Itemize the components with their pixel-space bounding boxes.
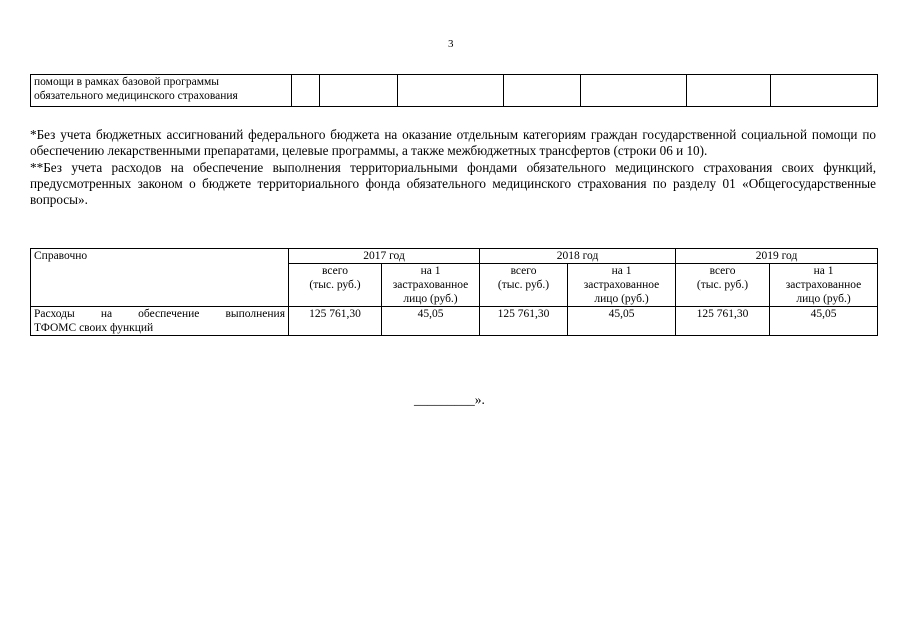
subheader-total [676,264,770,307]
footnotes [30,127,876,208]
empty-cell [398,75,504,107]
subheader-line: застрахованное [785,279,862,291]
empty-cell [687,75,771,107]
table-header-row [31,249,878,264]
row-label-line: помощи в рамках базовой программы [34,76,219,88]
row-label-line: обязательного медицинского страхования [34,90,238,102]
value-2019-total: 125 761,30 [676,307,770,336]
value-2019-per-person: 45,05 [770,307,878,336]
subheader-line: (тыс. руб.) [497,279,550,291]
value-2017-total: 125 761,30 [289,307,382,336]
empty-cell [292,75,320,107]
table-row [31,75,878,107]
reference-table [30,248,878,336]
subheader-line: на 1 [813,265,834,277]
year-header-2019: 2019 год [676,249,878,264]
subheader-total [480,264,568,307]
row-label-line: ТФОМС своих функций [34,322,154,334]
subheader-per-person [382,264,480,307]
value-2018-per-person: 45,05 [568,307,676,336]
subheader-line: всего [709,265,736,277]
page-number: 3 [448,38,454,50]
empty-cell [581,75,687,107]
closing-mark: _________». [414,392,485,407]
subheader-line: лицо (руб.) [796,293,851,305]
row-label-cell [31,75,292,107]
empty-cell [320,75,398,107]
subheader-per-person [568,264,676,307]
subheader-line: (тыс. руб.) [309,279,361,291]
subheader-line: всего [510,265,537,277]
row-label-line: Расходы на обеспечение выполнения [34,308,285,320]
top-table-fragment [30,74,878,107]
subheader-line: (тыс. руб.) [696,279,749,291]
table-row [31,307,878,336]
subheader-line: на 1 [420,265,441,277]
year-header-2017: 2017 год [289,249,480,264]
value-2017-per-person: 45,05 [382,307,480,336]
subheader-line: на 1 [611,265,632,277]
empty-cell [771,75,878,107]
subheader-line: лицо (руб.) [594,293,649,305]
subheader-per-person [770,264,878,307]
subheader-line: застрахованное [583,279,660,291]
footnote-1: *Без учета бюджетных ассигнований федерального бюджета на оказание отдельным категориям граждан государственной социальной помощи по обеспечению лекарственными препаратами, целевые программы, а также межбюджетных трансфертов (строки 06 и 10). [30,127,876,159]
subheader-total [289,264,382,307]
year-header-2018: 2018 год [480,249,676,264]
footnote-2: **Без учета расходов на обеспечение выполнения территориальными фондами обязательного медицинского страхования своих функций, предусмотренных законом о бюджете территориального фонда обязательного медицинского страхования по разделу 01 «Общегосударственные вопросы». [30,159,876,208]
header-label-cell: Справочно [31,249,289,307]
subheader-line: застрахованное [392,279,469,291]
subheader-line: лицо (руб.) [403,293,458,305]
subheader-line: всего [322,265,348,277]
empty-cell [504,75,581,107]
value-2018-total: 125 761,30 [480,307,568,336]
row-label-cell [31,307,289,336]
